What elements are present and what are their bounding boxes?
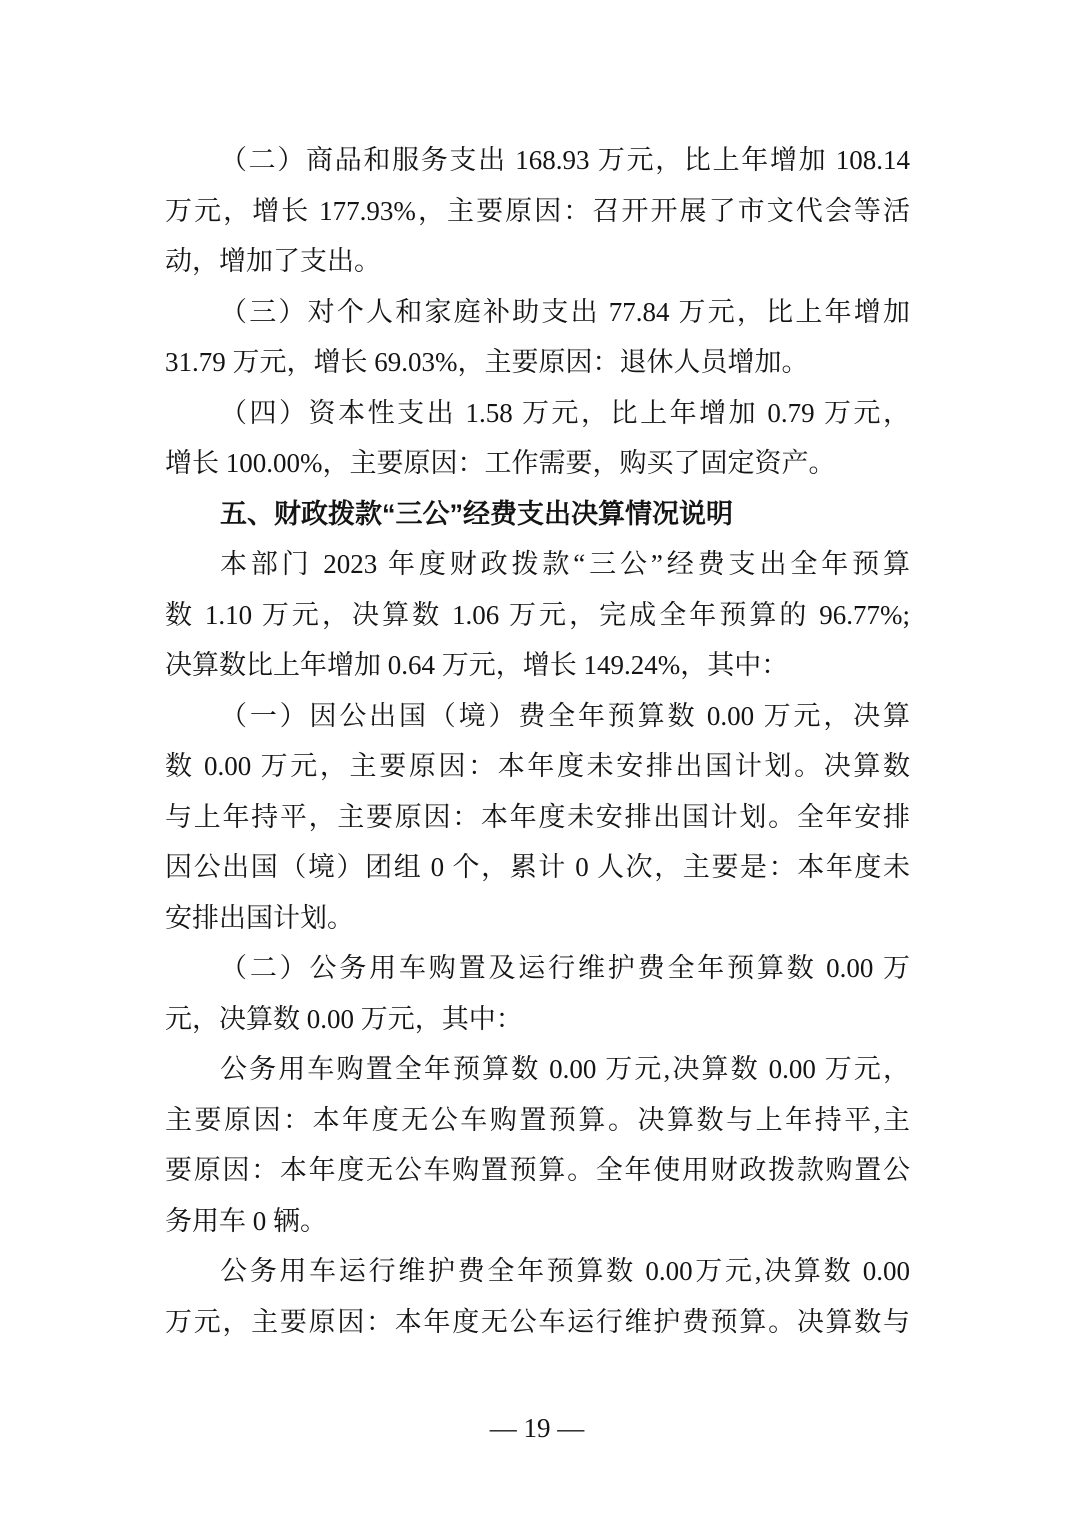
paragraph-goods-services (165, 135, 910, 287)
text-line: 本部门 2023 年度财政拨款“三公”经费支出全年预算 (220, 549, 910, 579)
paragraph-vehicle-purchase (165, 1044, 910, 1246)
text-line: 与上年持平，主要原因：本年度未安排出国计划。全年安排 (165, 801, 910, 832)
section-heading: 五、财政拨款“三公”经费支出决算情况说明 (220, 498, 733, 529)
text-line: 数 1.10 万元，决算数 1.06 万元，完成全年预算的 96.77%; (165, 599, 910, 630)
text-line: 动，增加了支出。 (165, 246, 381, 276)
text-line: 万元，增长 177.93%，主要原因：召开开展了市文代会等活 (165, 195, 910, 226)
body-text (165, 135, 910, 1347)
page-number: — 19 — (489, 1413, 585, 1443)
text-line: 主要原因：本年度无公车购置预算。决算数与上年持平,主 (165, 1104, 910, 1135)
text-line: 增长 100.00%，主要原因：工作需要，购买了固定资产。 (165, 448, 836, 478)
text-line: 务用车 0 辆。 (165, 1205, 327, 1236)
paragraph-capital-expenditure (165, 388, 910, 489)
text-line: （一）因公出国（境）费全年预算数 0.00 万元，决算 (220, 700, 910, 731)
text-line: 万元，主要原因：本年度无公车运行维护费预算。决算数与 (165, 1306, 910, 1337)
text-line: 31.79 万元，增长 69.03%，主要原因：退休人员增加。 (165, 347, 809, 377)
text-line: （三）对个人和家庭补助支出 77.84 万元，比上年增加 (220, 296, 910, 327)
text-line: （二）商品和服务支出 168.93 万元，比上年增加 108.14 (220, 145, 910, 175)
text-line: （四）资本性支出 1.58 万元，比上年增加 0.79 万元， (220, 397, 910, 428)
text-line: 数 0.00 万元，主要原因：本年度未安排出国计划。决算数 (165, 751, 910, 781)
text-line: 决算数比上年增加 0.64 万元，增长 149.24%，其中： (165, 650, 789, 680)
text-line: 公务用车购置全年预算数 0.00 万元,决算数 0.00 万元， (220, 1054, 910, 1084)
text-line: 元，决算数 0.00 万元，其中： (165, 1003, 523, 1034)
paragraph-official-vehicles (165, 943, 910, 1044)
text-line: 公务用车运行维护费全年预算数 0.00万元,决算数 0.00 (220, 1256, 910, 1286)
paragraph-household-subsidy (165, 287, 910, 388)
text-line: 因公出国（境）团组 0 个，累计 0 人次，主要是：本年度未 (165, 852, 910, 882)
text-line: （二）公务用车购置及运行维护费全年预算数 0.00 万 (220, 953, 910, 983)
text-line: 安排出国计划。 (165, 902, 354, 933)
paragraph-three-public-summary (165, 539, 910, 691)
text-line: 要原因：本年度无公车购置预算。全年使用财政拨款购置公 (165, 1155, 910, 1185)
paragraph-overseas-travel (165, 691, 910, 944)
paragraph-vehicle-maintenance (165, 1246, 910, 1347)
